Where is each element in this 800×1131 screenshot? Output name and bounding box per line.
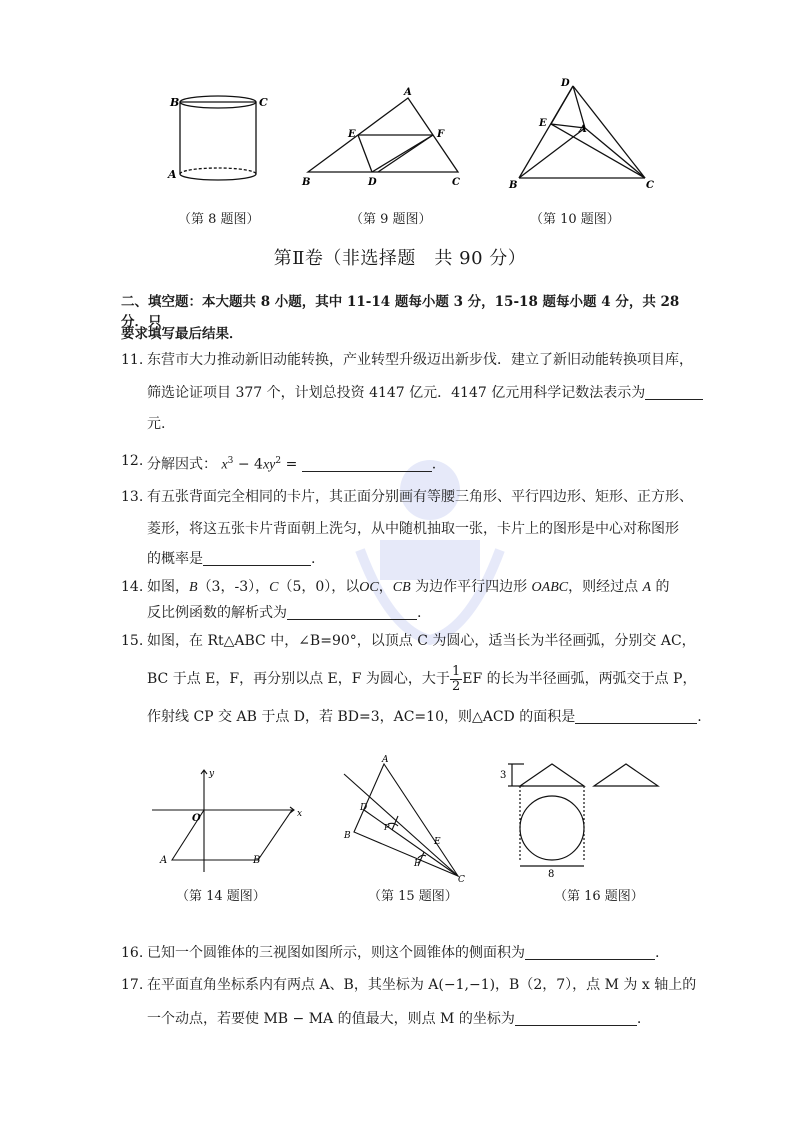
q15-line3 bbox=[147, 702, 702, 732]
fig9-label-e: E bbox=[348, 129, 356, 140]
fig14-label-x: x bbox=[297, 809, 303, 819]
q17-answer-blank[interactable] bbox=[515, 1009, 637, 1026]
fig8-label-a: A bbox=[168, 168, 177, 181]
fig14-label-o: O bbox=[192, 813, 201, 824]
q15-line2 bbox=[147, 664, 696, 694]
fig9-label-c: C bbox=[452, 177, 460, 188]
q13-answer-blank[interactable] bbox=[203, 549, 311, 566]
q15-answer-blank[interactable] bbox=[575, 707, 697, 724]
fig15-label-c: C bbox=[458, 875, 465, 882]
q14-line2 bbox=[147, 598, 421, 628]
caption-fig15: （第 15 题图） bbox=[368, 889, 458, 904]
part-title: 第Ⅱ卷（非选择题 共 90 分） bbox=[273, 248, 527, 269]
fig14-label-a: A bbox=[160, 855, 168, 866]
q15-line2a: BC 于点 E，F，再分别以点 E，F 为圆心，大于 bbox=[147, 671, 450, 687]
q12-expr-eq: = bbox=[281, 456, 298, 473]
q14-line2-text: 反比例函数的解析式为 bbox=[147, 605, 287, 621]
q14-point-a: A bbox=[642, 580, 652, 595]
q15-line3-text: 作射线 CP 交 AB 于点 D，若 BD=3，AC=10，则△ACD 的面积是 bbox=[147, 709, 576, 725]
figure-15 bbox=[340, 754, 470, 882]
fig10-label-a: A bbox=[579, 124, 587, 135]
fig15-label-f: F bbox=[414, 859, 421, 869]
q12-answer-blank[interactable] bbox=[302, 455, 432, 472]
q12-line: 分解因式： $x^3 - 4xy^2$ = . bbox=[147, 456, 437, 473]
caption-fig16: （第 16 题图） bbox=[554, 889, 644, 904]
q11-answer-blank[interactable] bbox=[645, 383, 703, 400]
q13-line3-text: 的概率是 bbox=[147, 551, 203, 567]
q15-number: 15. bbox=[121, 633, 144, 649]
q14-point-b: B bbox=[189, 580, 198, 595]
fig8-label-c: C bbox=[259, 96, 268, 109]
q14-text-e: 为边作平行四边形 bbox=[410, 579, 532, 595]
q12-end: . bbox=[431, 456, 437, 473]
fig15-label-d: D bbox=[360, 803, 368, 813]
fig9-label-b: B bbox=[302, 177, 311, 188]
fig16-label-height: 3 bbox=[500, 770, 507, 781]
q16-answer-blank[interactable] bbox=[525, 943, 655, 960]
fig15-label-b: B bbox=[344, 831, 351, 841]
q15-line2b: EF 的长为半径画弧，两弧交于点 P， bbox=[462, 671, 697, 687]
caption-fig8: （第 8 题图） bbox=[178, 212, 260, 227]
q14-number: 14. bbox=[121, 579, 144, 595]
q14-seg-oc: OC bbox=[359, 580, 379, 595]
q16-line bbox=[147, 938, 659, 968]
q11-line2-text: 筛选论证项目 377 个，计划总投资 4147 亿元．4147 亿元用科学记数法表示为 bbox=[147, 385, 646, 401]
caption-fig10: （第 10 题图） bbox=[530, 212, 620, 227]
q15-frac-num: 1 bbox=[451, 663, 461, 679]
q14-text-b: （3，-3）， bbox=[197, 579, 270, 595]
q15-end: . bbox=[697, 709, 702, 725]
q11-line2 bbox=[147, 378, 703, 408]
q14-text-a: 如图， bbox=[147, 579, 189, 595]
q13-number: 13. bbox=[121, 489, 144, 505]
fig10-label-d: D bbox=[561, 78, 570, 89]
section-heading-line1: 二、填空题：本大题共 8 小题，其中 11-14 题每小题 3 分，15-18 题每小题 4 分，共 28 分．只 bbox=[121, 294, 680, 330]
fig9-label-d: D bbox=[368, 177, 377, 188]
fig14-label-b: B bbox=[253, 855, 261, 866]
figure-14 bbox=[152, 766, 312, 876]
q17-line2 bbox=[147, 1004, 641, 1034]
q12-number: 12. bbox=[121, 453, 144, 469]
fig14-label-y: y bbox=[209, 769, 215, 779]
fig10-label-b: B bbox=[509, 180, 518, 191]
fig9-label-a: A bbox=[404, 87, 412, 98]
q11-line1: 东营市大力推动新旧动能转换，产业转型升级迈出新步伐．建立了新旧动能转换项目库， bbox=[147, 352, 693, 368]
fig9-label-f: F bbox=[437, 129, 445, 140]
q16-number: 16. bbox=[121, 945, 144, 961]
figure-9 bbox=[298, 84, 473, 194]
q15-frac-den: 2 bbox=[451, 678, 461, 694]
q15-fraction bbox=[450, 665, 462, 694]
section-heading-line2: 要求填写最后结果． bbox=[121, 326, 243, 342]
q14-point-c: C bbox=[269, 580, 279, 595]
figure-8 bbox=[160, 78, 280, 196]
q17-end: . bbox=[636, 1011, 642, 1027]
caption-fig14: （第 14 题图） bbox=[176, 889, 266, 904]
q16-text: 已知一个圆锥体的三视图如图所示，则这个圆锥体的侧面积为 bbox=[147, 945, 525, 961]
q13-end: . bbox=[311, 551, 316, 567]
fig15-label-a: A bbox=[382, 755, 389, 765]
q17-line2-text: 一个动点，若要使 MB − MA 的值最大，则点 M 的坐标为 bbox=[147, 1011, 515, 1027]
q14-text-g: 的 bbox=[651, 579, 670, 595]
q12-text: 分解因式： bbox=[147, 456, 217, 473]
q17-line1: 在平面直角坐标系内有两点 A、B，其坐标为 A(−1,−1)，B（2，7），点 M 为 x 轴上的 bbox=[147, 977, 697, 993]
q13-line1: 有五张背面完全相同的卡片，其正面分别画有等腰三角形、平行四边形、矩形、正方形、 bbox=[147, 489, 693, 505]
figure-16 bbox=[498, 758, 668, 878]
q13-line3 bbox=[147, 544, 315, 574]
fig15-label-e: E bbox=[434, 837, 441, 847]
q17-number: 17. bbox=[121, 977, 144, 993]
q14-text-f: ，则经过点 bbox=[568, 579, 643, 595]
fig10-label-c: C bbox=[646, 180, 654, 191]
q14-end: . bbox=[417, 605, 422, 621]
fig16-label-width: 8 bbox=[548, 869, 555, 878]
q14-text-d: ， bbox=[378, 579, 393, 595]
fig10-label-e: E bbox=[539, 118, 547, 129]
figure-10 bbox=[505, 76, 665, 194]
q11-number: 11. bbox=[121, 352, 144, 368]
caption-fig9: （第 9 题图） bbox=[350, 212, 432, 227]
q11-line3: 元. bbox=[147, 416, 166, 432]
q13-line2: 菱形，将这五张卡片背面朝上洗匀，从中随机抽取一张，卡片上的图形是中心对称图形 bbox=[147, 521, 679, 537]
q14-parallelogram: OABC bbox=[531, 580, 569, 595]
q14-seg-cb: CB bbox=[392, 580, 411, 595]
q15-line1: 如图，在 Rt△ABC 中，∠B=90°，以顶点 C 为圆心，适当长为半径画弧，分别交 AC， bbox=[147, 633, 696, 649]
q16-end: . bbox=[655, 945, 660, 961]
q12-expr-x: x bbox=[221, 457, 228, 473]
q12-expr-mid: − 4 bbox=[233, 456, 263, 473]
q14-text-c: （5，0），以 bbox=[278, 579, 360, 595]
fig8-label-b: B bbox=[170, 96, 180, 109]
fig15-label-p: P bbox=[384, 823, 390, 832]
q14-answer-blank[interactable] bbox=[287, 603, 417, 620]
q12-expr-xy: xy bbox=[262, 457, 276, 473]
